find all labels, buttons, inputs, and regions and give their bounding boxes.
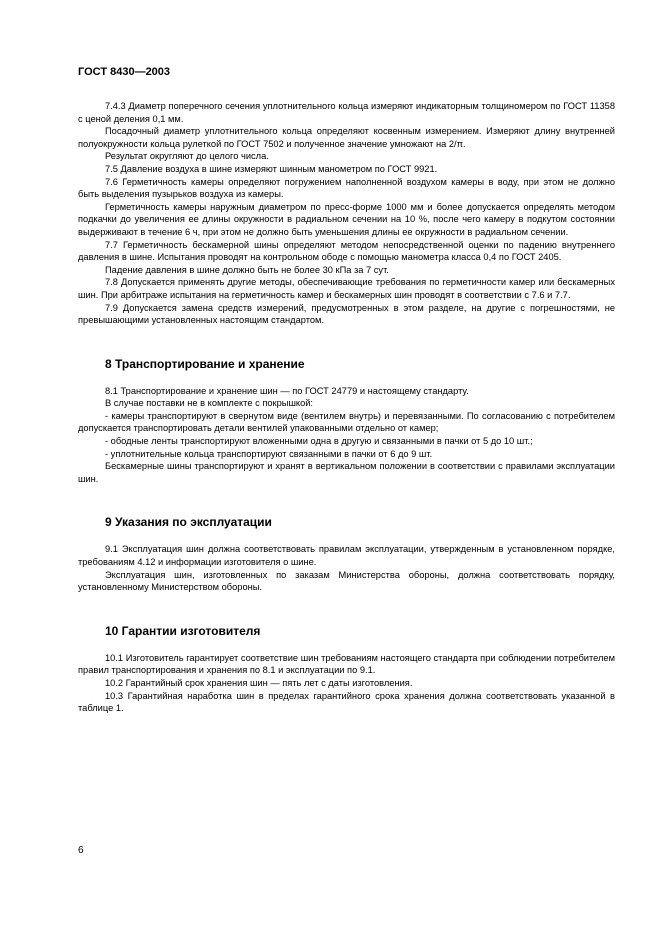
section-heading: 9 Указания по эксплуатации [105,515,272,530]
paragraph: 7.8 Допускается применять другие методы, обеспечивающие требования по герметичности камер или бескамерных шин. При арбитраже испытания на герметичность камер и бескамерных шин проводят в соответствии с 7.6 и 7.7. [78,277,615,300]
section-9 [78,515,615,593]
paragraph: Бескамерные шины транспортируют и хранят в вертикальном положении в соответствии с правилами эксплуатации шин. [78,461,615,484]
list-item: - ободные ленты транспортируют вложенными одна в другую и связанными в пачки от 5 до 10 шт.; [105,436,533,447]
paragraph: 7.5 Давление воздуха в шине измеряют шинным манометром по ГОСТ 9921. [105,163,438,174]
paragraph: Падение давления в шине должно быть не более 30 кПа за 7 сут. [105,264,389,275]
paragraph: 7.6 Герметичность камеры определяют погружением наполненной воздухом камеры в воду, при этом не должно быть выделения пузырьков воздуха из камеры. [78,176,615,200]
page-number: 6 [78,845,84,856]
page-body [78,100,615,715]
paragraph: Посадочный диаметр уплотнительного кольца определяют косвенным измерением. Измеряют длину внутренней полуокружности кольца рулеткой по ГОСТ 7502 и полученное значение умножают на 2/π. [78,126,615,149]
paragraph: 10.1 Изготовитель гарантирует соответствие шин требованиям настоящего стандарта при соблюдении потребителем правил транспортирования и хранения по 8.1 и эксплуатации по 9.1. [78,652,615,676]
paragraph: 8.1 Транспортирование и хранение шин — по ГОСТ 24779 и настоящему стандарту. [105,385,469,396]
paragraph: В случае поставки не в комплекте с покрышкой: [105,398,314,409]
list-item: - уплотнительные кольца транспортируют связанными в пачки от 6 до 9 шт. [105,448,433,459]
paragraph: 7.9 Допускается замена средств измерений, предусмотренных в этом разделе, на другие с погрешностями, не превышающими установленных настоящим стандартом. [78,302,615,326]
section-10 [78,624,615,715]
section-heading: 10 Гарантии изготовителя [105,623,261,638]
document-header: ГОСТ 8430—2003 [78,66,171,78]
list-item: - камеры транспортируют в свернутом виде (вентилем внутрь) и перевязанными. По согласованию с потребителем допускается транспортировать детали вентилей упакованными отдельно от камер; [78,410,615,434]
paragraph: Герметичность камеры наружным диаметром по пресс-форме 1000 мм и более допускается определять методом подкачки до увеличения ее длины окружности в радиальном сечении на 10 %, после чего камеру в подкутом состоянии выдерживают в течение 6 ч, при этом не должно быть уменьшения длины ее окружности в радиальном сечении. [78,201,615,237]
paragraph: Эксплуатация шин, изготовленных по заказам Министерства обороны, должна соответствовать порядку, установленному Министерством обороны. [78,569,615,593]
section-heading: 8 Транспортирование и хранение [105,356,305,371]
section-8 [78,357,615,486]
paragraph: Результат округляют до целого числа. [105,151,269,162]
paragraph: 10.3 Гарантийная наработка шин в пределах гарантийного срока хранения должна соответствовать указанной в таблице 1. [78,690,615,714]
paragraph: 7.7 Герметичность бескамерной шины определяют методом непосредственной оценки по падению внутреннего давления в шине. Испытания проводят на контрольном ободе с помощью манометра класса 0,4 по ГОСТ 2405. [78,239,615,263]
section-7-continuation [78,100,615,327]
paragraph: 7.4.3 Диаметр поперечного сечения уплотнительного кольца измеряют индикаторным толщиномером по ГОСТ 11358 с ценой деления 0,1 мм. [78,101,615,124]
paragraph: 9.1 Эксплуатация шин должна соответствовать правилам эксплуатации, утвержденным в установленном порядке, требованиям 4.12 и информации изготовителя о шине. [78,544,615,568]
paragraph: 10.2 Гарантийный срок хранения шин — пять лет с даты изготовления. [105,678,413,688]
